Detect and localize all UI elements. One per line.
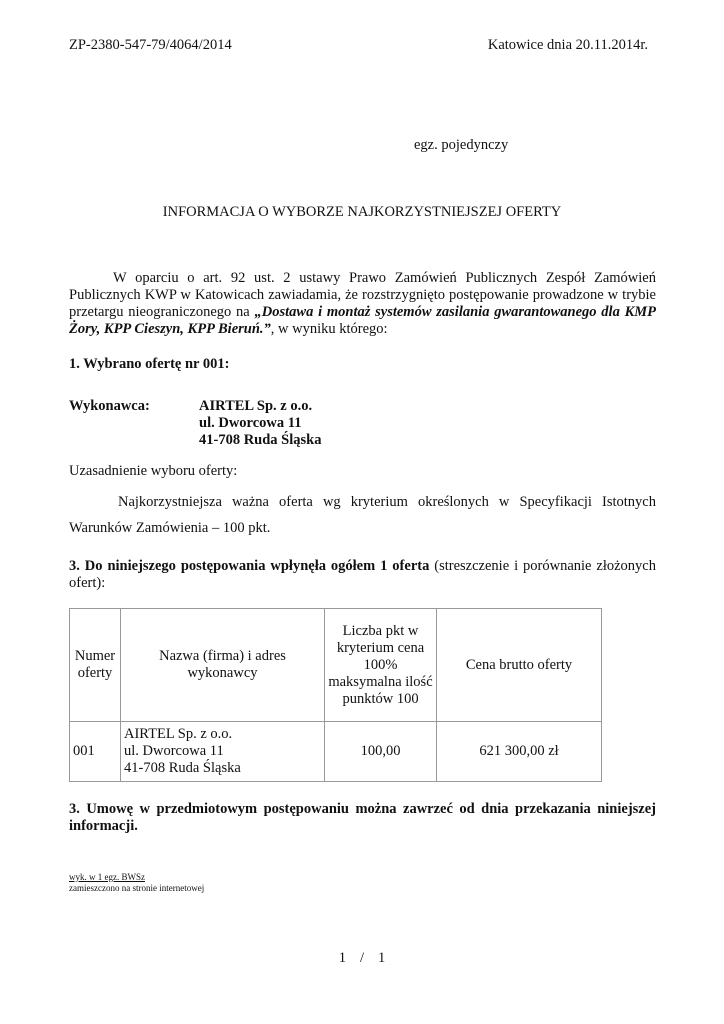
intro-text-after: , w wyniku którego:	[270, 321, 388, 337]
cell-offer-number: 001	[70, 722, 121, 782]
cell-points: 100,00	[325, 722, 437, 782]
tender-subject: „Dostawa i montaż systemów zasilania gwarantowanego dla KMP Żory, KPP Cieszyn, KPP Bieruń.”	[69, 304, 656, 337]
contractor-name: AIRTEL Sp. z o.o.	[199, 398, 313, 414]
place-date: Katowice dnia 20.11.2014r.	[487, 37, 648, 53]
contractor-city: 41-708 Ruda Śląska	[199, 432, 322, 448]
section-selected-offer: 1. Wybrano ofertę nr 001:	[69, 356, 230, 372]
page-separator: /	[359, 950, 365, 966]
header-contractor: Nazwa (firma) i adres wykonawcy	[121, 609, 325, 722]
contractor-label: Wykonawca:	[69, 398, 150, 414]
cell-contractor	[121, 722, 325, 782]
offers-table	[69, 608, 602, 782]
page-total: 1	[378, 950, 386, 966]
intro-text-before: W oparciu o art. 92 ust. 2 ustawy Prawo Zamówień Publicznych Zespół Zamówień Publicznych KWP w Katowicach zawiadamia, że rozstrzygnięto postępowanie prowadzone w trybie przetargu nieograniczonego na	[69, 270, 656, 320]
justification-text: Najkorzystniejsza ważna oferta wg kryterium określonych w Specyfikacji Istotnych Warunków Zamówienia – 100 pkt.	[69, 494, 656, 536]
justification-text-block	[69, 489, 656, 541]
copy-note: egz. pojedynczy	[414, 137, 509, 153]
section-contract-signing: 3. Umowę w przedmiotowym postępowaniu można zawrzeć od dnia przekazania niniejszej informacji.	[69, 801, 656, 834]
offers-received-note: (streszczenie i porównanie złożonych ofert):	[69, 558, 656, 591]
page-current: 1	[338, 950, 346, 966]
cell-contractor-street: ul. Dworcowa 11	[124, 743, 224, 759]
header-points: Liczba pkt w kryterium cena 100% maksymalna ilość punktów 100	[325, 609, 437, 722]
cell-contractor-name: AIRTEL Sp. z o.o.	[124, 726, 233, 742]
cell-contractor-city: 41-708 Ruda Śląska	[124, 760, 241, 776]
document-title: INFORMACJA O WYBORZE NAJKORZYSTNIEJSZEJ OFERTY	[162, 204, 562, 220]
contractor-street: ul. Dworcowa 11	[199, 415, 302, 431]
footer-copies-note: wyk. w 1 egz. BWSz	[69, 872, 145, 882]
footer-published-note: zamieszczono na stronie internetowej	[69, 883, 205, 893]
contractor-address	[199, 398, 321, 449]
intro-paragraph	[69, 270, 656, 338]
table-header-row	[70, 609, 602, 722]
header-offer-number: Numer oferty	[70, 609, 121, 722]
offers-received-bold: 3. Do niniejszego postępowania wpłynęła ogółem 1 oferta	[69, 558, 430, 574]
section-offers-received	[69, 558, 656, 592]
page-number	[0, 950, 724, 967]
header-gross-price: Cena brutto oferty	[437, 609, 602, 722]
justification-heading: Uzasadnienie wyboru oferty:	[69, 463, 238, 479]
document-reference: ZP-2380-547-79/4064/2014	[69, 37, 232, 53]
table-row	[70, 722, 602, 782]
cell-gross-price: 621 300,00 zł	[437, 722, 602, 782]
